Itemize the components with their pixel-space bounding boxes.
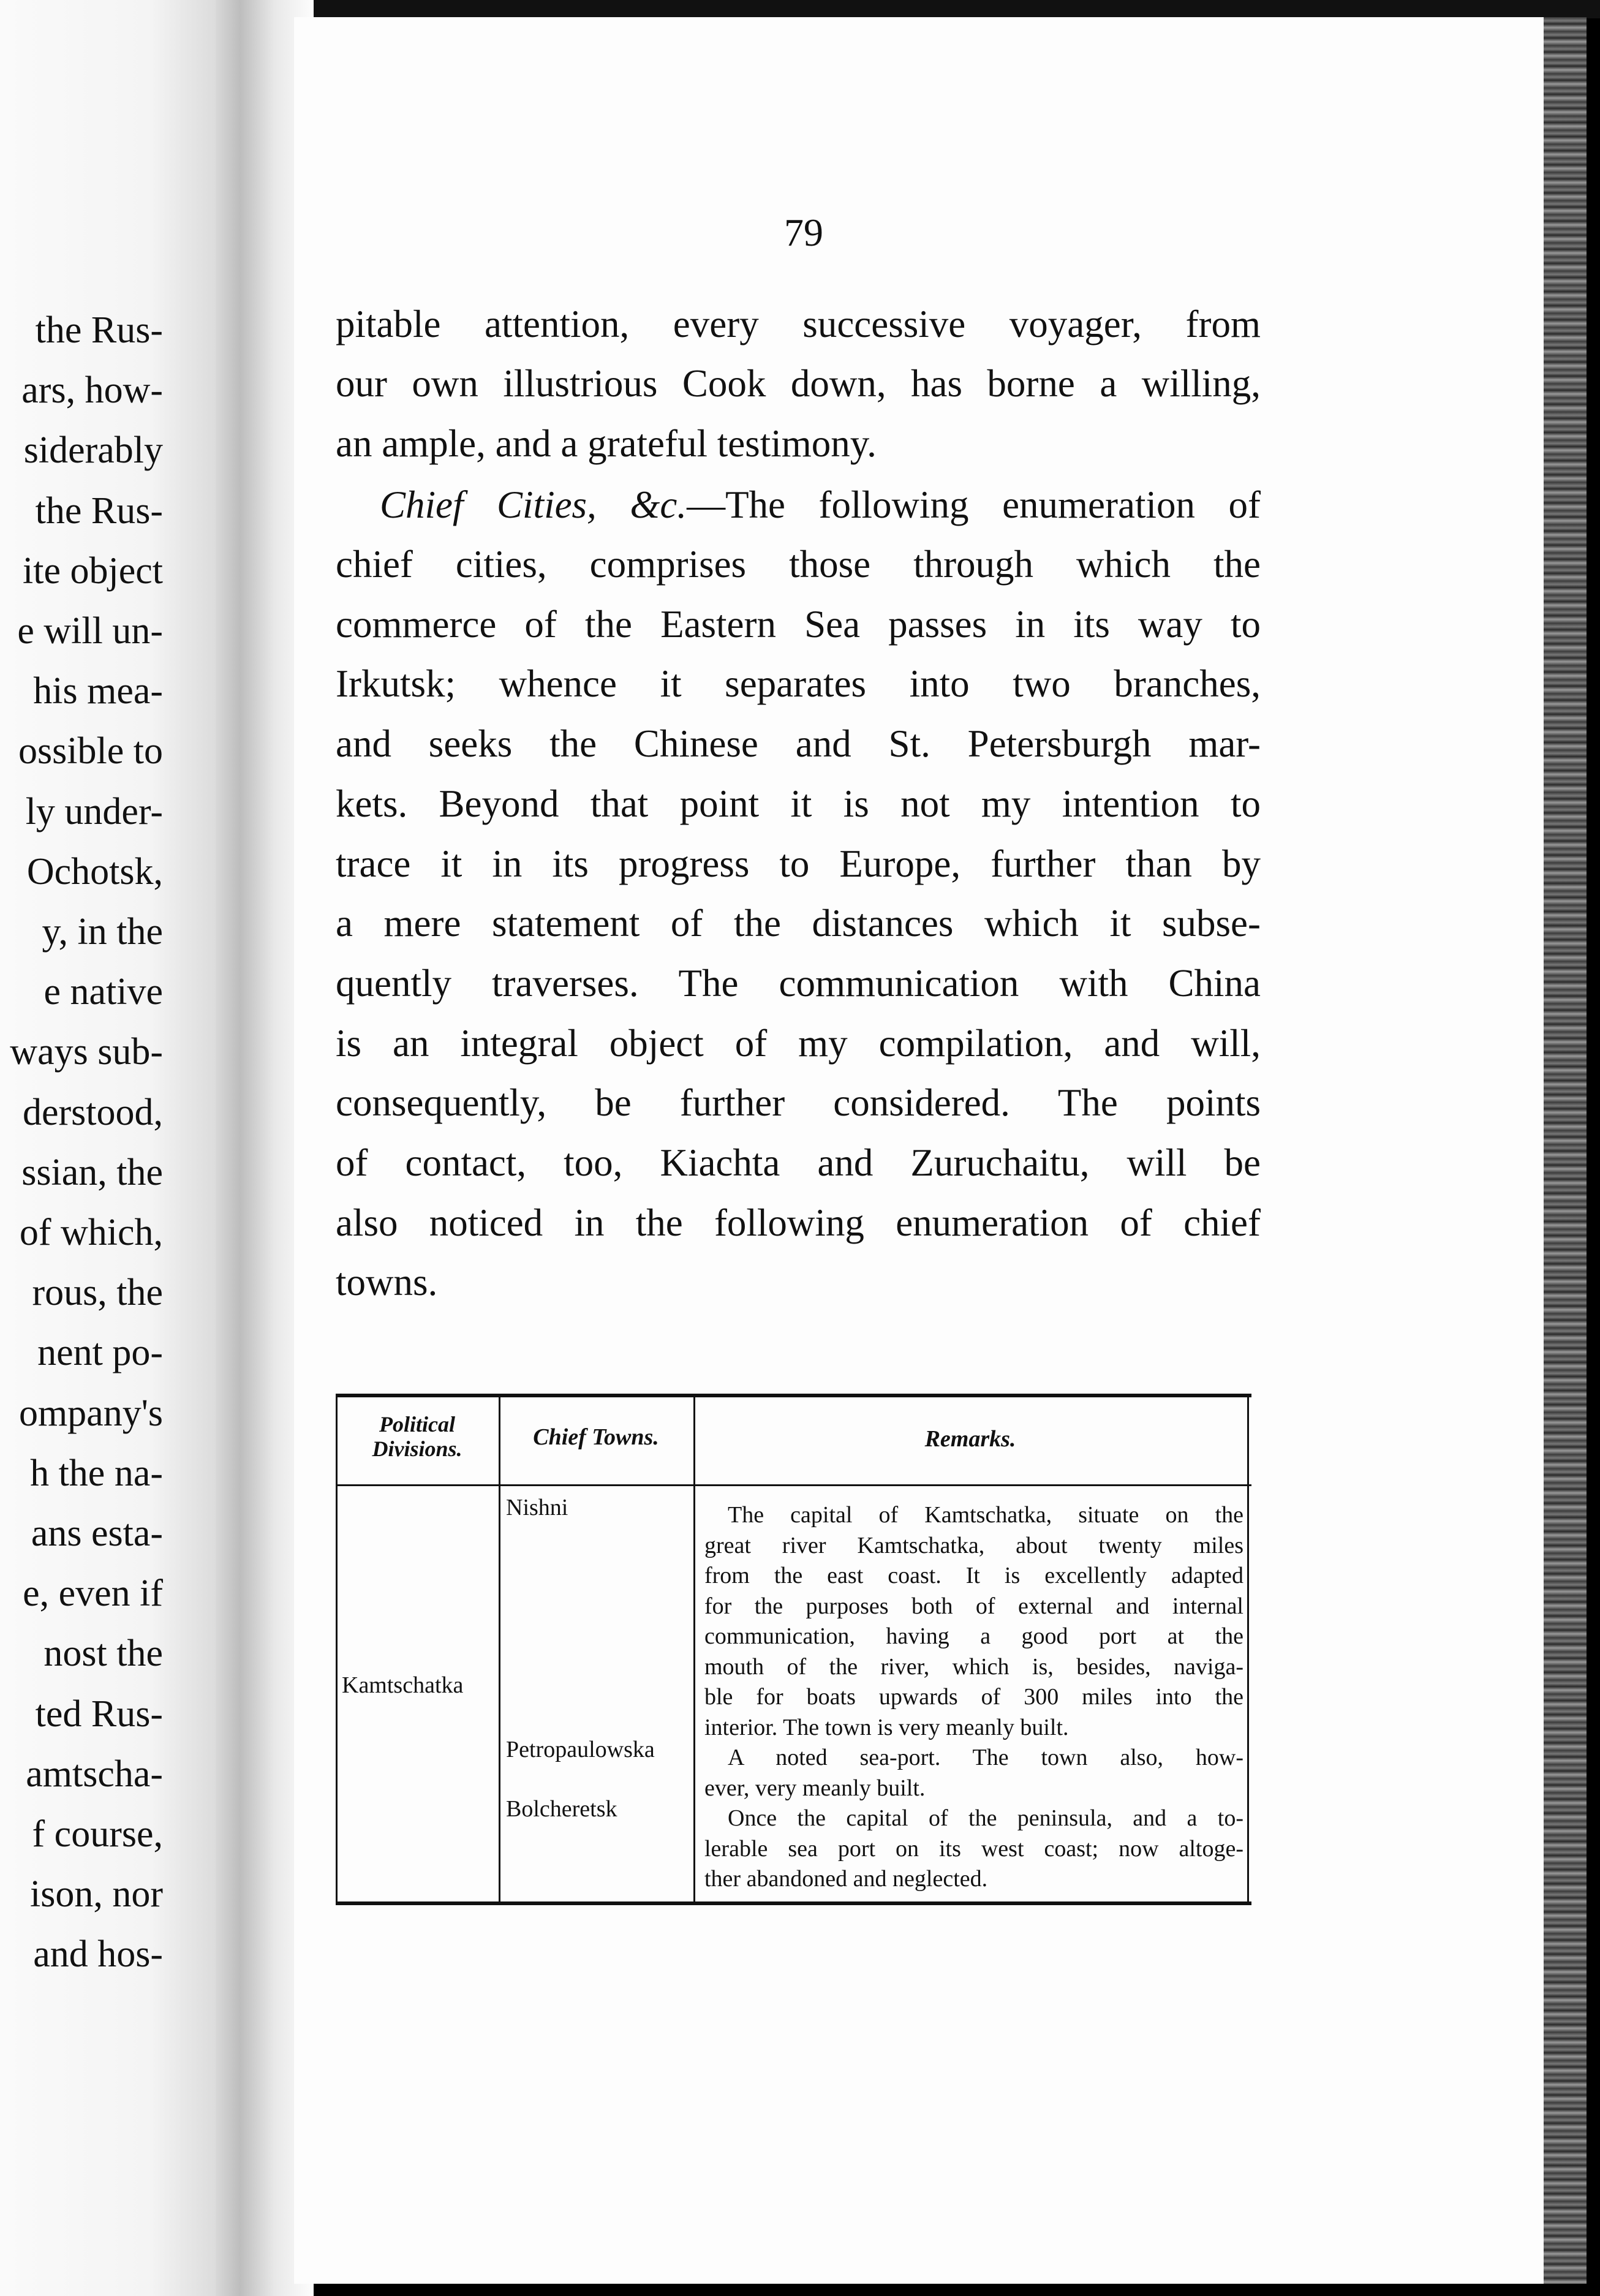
header-chief-towns: Chief Towns. (533, 1424, 659, 1450)
left-page-line: Ochotsk, (26, 850, 163, 893)
left-page-line: ossible to (18, 730, 163, 772)
table-border-right (1247, 1397, 1249, 1901)
page-edge-right (1544, 17, 1587, 2284)
body-line: towns. (336, 1261, 438, 1304)
remark-line: ever, very meanly built. (704, 1775, 926, 1801)
section-heading: Chief Cities, &c. (380, 483, 687, 526)
left-page-line: ans esta- (31, 1512, 163, 1554)
left-page-line: ssian, the (21, 1151, 163, 1193)
left-page-line: ite object (23, 549, 163, 592)
town-cell: Nishni (506, 1495, 568, 1520)
left-page-line: nost the (43, 1633, 163, 1675)
left-page-line: derstood, (22, 1091, 163, 1133)
left-page-line: f course, (32, 1813, 163, 1855)
left-page-line: y, in the (42, 911, 163, 953)
remark-line: lerable sea port on its west coast; now altoge- (704, 1835, 1243, 1862)
header-line-1: Political (379, 1412, 455, 1437)
remark-line: The capital of Kamtschatka, situate on the (728, 1502, 1243, 1528)
table-column-divider (693, 1397, 695, 1901)
page-number: 79 (784, 211, 823, 254)
body-line: and seeks the Chinese and St. Petersburgh mar- (336, 722, 1261, 766)
left-page-line: rous, the (32, 1272, 163, 1314)
body-line: an ample, and a grateful testimony. (336, 422, 877, 465)
remark-line: A noted sea-port. The town also, how- (728, 1745, 1243, 1770)
left-page-line: e will un- (17, 610, 163, 652)
body-line: quently traverses. The communication with China (336, 961, 1261, 1005)
left-page-line: e native (43, 971, 163, 1013)
town-cell: Petropaulowska (506, 1737, 655, 1762)
left-page-line: nent po- (37, 1332, 163, 1374)
remark-line: great river Kamtschatka, about twenty miles (704, 1532, 1243, 1558)
body-line: of contact, too, Kiachta and Zuruchaitu, will be (336, 1141, 1261, 1184)
left-page-line: ars, how- (21, 369, 163, 412)
body-line: our own illustrious Cook down, has borne a willing, (336, 362, 1261, 405)
header-line-2: Divisions. (372, 1437, 462, 1461)
body-line: also noticed in the following enumeration of chief (336, 1201, 1261, 1244)
remark-line: communication, having a good port at the (704, 1623, 1243, 1649)
left-page-line: ison, nor (30, 1873, 163, 1916)
scan-border-top (216, 0, 1600, 18)
body-line: a mere statement of the distances which it subse- (336, 902, 1261, 945)
remark-line: from the east coast. It is excellently adapted (704, 1563, 1243, 1588)
table-border-left (336, 1397, 338, 1901)
header-political-divisions (336, 1412, 499, 1461)
left-page-line: ted Rus- (35, 1693, 163, 1735)
body-line-rest: —The following enumeration of (687, 483, 1261, 526)
towns-table (336, 1394, 1251, 1905)
left-page-line: his mea- (33, 670, 163, 712)
division-cell: Kamtschatka (342, 1672, 464, 1698)
body-line: chief cities, comprises those through which the (336, 543, 1261, 586)
remark-line: for the purposes both of external and internal (704, 1593, 1243, 1619)
body-line: is an integral object of my compilation, and will, (336, 1021, 1261, 1065)
body-line: commerce of the Eastern Sea passes in its way to (336, 602, 1261, 646)
header-remarks: Remarks. (924, 1426, 1016, 1452)
left-page-line: the Rus- (35, 489, 163, 532)
left-page-line: of which, (19, 1212, 163, 1253)
table-header-rule (336, 1484, 1251, 1486)
body-line: pitable attention, every successive voyager, from (336, 303, 1261, 346)
table-column-divider (499, 1397, 500, 1901)
left-page-line: e, even if (23, 1573, 163, 1615)
body-line: consequently, be further considered. The points (336, 1081, 1261, 1125)
left-page-line: ways sub- (10, 1031, 163, 1073)
remark-line: mouth of the river, which is, besides, naviga- (704, 1653, 1243, 1680)
left-page-line: and hos- (33, 1933, 163, 1976)
town-cell: Bolcheretsk (506, 1796, 617, 1822)
body-line: Irkutsk; whence it separates into two branches, (336, 662, 1261, 706)
body-line: trace it in its progress to Europe, further than by (336, 842, 1261, 885)
paragraph-heading-line (380, 483, 1261, 526)
remark-line: interior. The town is very meanly built. (704, 1714, 1069, 1740)
left-page-line: ly under- (25, 790, 163, 833)
left-page-line: the Rus- (35, 309, 163, 351)
left-page-line: siderably (23, 429, 163, 472)
remark-line: Once the capital of the peninsula, and a to- (728, 1805, 1243, 1831)
remark-line: ther abandoned and neglected. (704, 1866, 988, 1892)
left-page-line: ompany's (18, 1392, 163, 1434)
left-page-line: amtscha- (26, 1753, 163, 1795)
body-line: kets. Beyond that point it is not my intention to (336, 782, 1261, 825)
left-page-line: h the na- (30, 1452, 163, 1494)
remark-line: ble for boats upwards of 300 miles into the (704, 1684, 1243, 1710)
